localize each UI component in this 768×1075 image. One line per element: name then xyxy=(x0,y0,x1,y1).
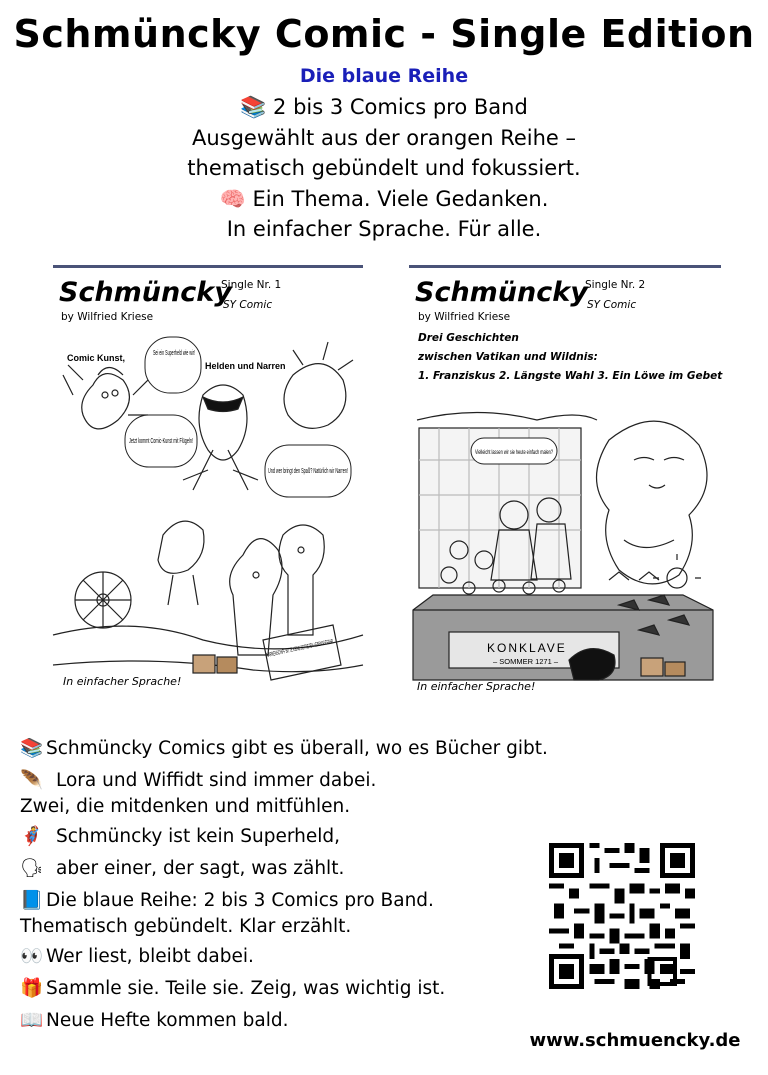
intro-line-text: Ein Thema. Viele Gedanken. xyxy=(252,186,549,211)
cover-bubble-text: Comic Kunst, xyxy=(67,353,126,363)
intro-line-text: 2 bis 3 Comics pro Band xyxy=(273,95,528,119)
cover-single-number: Single Nr. 1 xyxy=(221,279,282,291)
list-item-text: Thematisch gebündelt. Klar erzählt. xyxy=(20,916,352,937)
list-item xyxy=(20,793,540,821)
series-subtitle: Die blaue Reihe xyxy=(299,65,469,87)
intro-line-text: thematisch gebündelt und fokussiert. xyxy=(187,156,581,180)
cover-top-line xyxy=(53,265,363,268)
books-icon: 📚 xyxy=(240,95,267,119)
qr-code-icon[interactable] xyxy=(549,843,695,989)
cover-description xyxy=(418,329,722,386)
cover-description-line: zwischen Vatikan und Wildnis: xyxy=(418,351,598,363)
cover-illustration xyxy=(53,335,433,695)
list-item xyxy=(20,733,548,765)
list-item xyxy=(20,913,540,941)
cover-sign-text: KONKLAVE xyxy=(487,641,567,655)
cover-bubble-text: Jetzt kommt Comic-Kunst mit Flügeln! xyxy=(129,438,194,445)
open-book-icon: 📖 xyxy=(20,1010,44,1031)
list-item-text: Zwei, die mitdenken und mitfühlen. xyxy=(20,796,351,817)
list-item-text: Sammle sie. Teile sie. Zeig, was wichtig ist. xyxy=(46,978,446,999)
cover-footnote: In einfacher Sprache! xyxy=(63,675,182,688)
cover-top-line xyxy=(409,265,721,268)
list-item-text: Wer liest, bleibt dabei. xyxy=(46,946,254,967)
books-icon: 📚 xyxy=(20,738,44,759)
feather-icon: 🪶 xyxy=(20,770,44,791)
intro-line xyxy=(0,92,768,123)
cover-byline: by Wilfried Kriese xyxy=(61,311,154,323)
cover-brand: Schmüncky xyxy=(59,277,232,308)
intro-line-text: Ausgewählt aus der orangen Reihe – xyxy=(191,125,577,150)
brain-icon: 🧠 xyxy=(219,186,246,211)
list-item-text: Die blaue Reihe: 2 bis 3 Comics pro Band. xyxy=(46,890,434,911)
list-item xyxy=(20,1005,540,1037)
feature-list xyxy=(20,733,548,1037)
intro-line-text: In einfacher Sprache. Für alle. xyxy=(226,217,542,241)
intro-line xyxy=(0,153,768,184)
cover-footnote: In einfacher Sprache! xyxy=(417,680,536,693)
speaking-head-icon: 🗣 xyxy=(20,858,44,879)
intro-line xyxy=(0,184,768,215)
gift-icon: 🎁 xyxy=(20,978,44,999)
cover-bubble-text: Vielleicht lassen wir sie heute einfach malen? xyxy=(475,449,554,456)
cover-illustration xyxy=(409,400,721,690)
eyes-icon: 👀 xyxy=(20,946,44,967)
cover-bubble-text: Und wer bringt den Spaß? Natürlich wir Narren! xyxy=(268,468,349,475)
list-item-text: Schmüncky Comics gibt es überall, wo es Bücher gibt. xyxy=(46,738,548,759)
list-item-text: aber einer, der sagt, was zählt. xyxy=(56,858,345,879)
cover-sy-label: SY Comic xyxy=(223,299,273,311)
cover-single-2[interactable] xyxy=(409,265,721,700)
cover-bubble-text: Helden und Narren xyxy=(205,361,286,371)
cover-bubble-text: Sei ein Superheld wie wir! xyxy=(153,348,195,357)
list-item xyxy=(20,821,540,853)
list-item-text: Neue Hefte kommen bald. xyxy=(46,1010,289,1031)
intro-block xyxy=(0,92,768,245)
list-item-text: Schmüncky ist kein Superheld, xyxy=(56,826,341,847)
website-url[interactable]: www.schmuencky.de xyxy=(529,1030,741,1051)
cover-description-line: Drei Geschichten xyxy=(418,332,519,344)
cover-single-number: Single Nr. 2 xyxy=(585,279,646,291)
cover-single-1[interactable] xyxy=(53,265,433,700)
blue-book-icon: 📘 xyxy=(20,890,44,911)
list-item xyxy=(20,853,540,885)
cover-byline: by Wilfried Kriese xyxy=(418,311,511,323)
list-item xyxy=(20,973,540,1005)
cover-brand: Schmüncky xyxy=(415,277,588,308)
list-item xyxy=(20,941,540,973)
intro-line xyxy=(0,214,768,245)
cover-sign-text: – SOMMER 1271 – xyxy=(493,657,559,666)
page-title: Schmüncky Comic - Single Edition xyxy=(13,12,755,56)
superhero-icon: 🦸 xyxy=(20,826,44,847)
list-item-text: Lora und Wiffidt sind immer dabei. xyxy=(56,770,377,791)
cover-sy-label: SY Comic xyxy=(587,299,637,311)
cover-description-line: 1. Franziskus 2. Längste Wahl 3. Ein Löwe im Gebet xyxy=(418,370,723,382)
intro-line xyxy=(0,123,768,154)
cover-sign-text: NARRENSCHIFF BITTE KEINE BETRETEN LEBENSGEFAHR xyxy=(266,617,433,659)
